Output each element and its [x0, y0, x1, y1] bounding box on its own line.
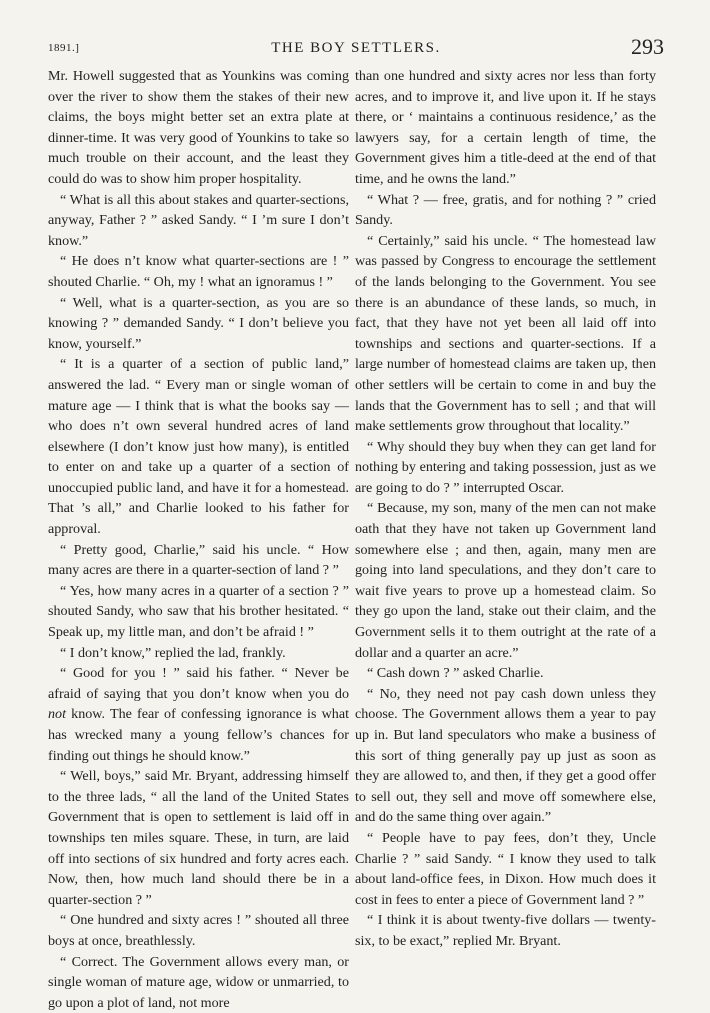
paragraph: “ People have to pay fees, don’t they, Uncle Charlie ? ” said Sandy. “ I know they used to talk about land-office fees, in Dixon. How much does it cost in fees to enter a piece of Government land ? ”	[355, 829, 656, 908]
paragraph: “ He does n’t know what quarter-sections are ! ” shouted Charlie. “ Oh, my ! what an ignoramus ! ”	[48, 253, 349, 290]
page-number: 293	[631, 34, 664, 59]
running-title: THE BOY SETTLERS.	[271, 40, 441, 56]
paragraph: “ Good for you ! ” said his father. “ Never be afraid of saying that you don’t know when you do not know. The fear of confessing ignorance is what has wrecked many a young fellow’s chances for finding out things he should know.”	[48, 665, 349, 764]
paragraph: Mr. Howell suggested that as Younkins was coming over the river to show them the stakes of their new claims, the boys might better set an extra plate at dinner-time. It was very good of Younkins to take so much trouble on their account, and the least they could do was to show him proper hospitality.	[48, 68, 349, 187]
issue-date: 1891.]	[48, 42, 80, 54]
paragraph: “ What ? — free, gratis, and for nothing ? ” cried Sandy.	[355, 191, 656, 229]
paragraph: “ No, they need not pay cash down unless they choose. The Government allows them a year to pay up in. But land speculators who make a business of this sort of thing generally pay up just as soon as they are allowed to, and then, if they get a good offer to sell out, they sell and move off somewhere else, and do the same thing over again.”	[355, 685, 656, 826]
paragraph: “ Well, boys,” said Mr. Bryant, addressing himself to the three lads, “ all the land of the United States Government that is open to settlement is laid off in townships ten miles square. These, in turn, are laid off into sections of six hundred and forty acres each. Now, then, how much land should there be in a quarter-section ? ”	[48, 768, 349, 908]
paragraph: “ Cash down ? ” asked Charlie.	[367, 665, 544, 682]
paragraph: “ Certainly,” said his uncle. “ The homestead law was passed by Congress to encourage the settlement of the lands belonging to the Government. You see there is an abundance of these lands, so much, in fact, that they have not yet been all laid off into townships and sections and quarter-sections. If a large number of homestead claims are taken up, then other settlers will be certain to come in and buy the lands that the Government has to sell ; and that will make settlements grow throughout that locality.”	[355, 232, 656, 435]
paragraph: “ One hundred and sixty acres ! ” shouted all three boys at once, breathlessly.	[48, 912, 349, 949]
paragraph: “ Why should they buy when they can get land for nothing by entering and taking possession, just as we are going to do ? ” interrupted Oscar.	[355, 438, 656, 496]
paragraph: “ Yes, how many acres in a quarter of a section ? ” shouted Sandy, who saw that his brother hesitated. “ Speak up, my little man, and don’t be afraid ! ”	[48, 582, 349, 641]
paragraph: “ It is a quarter of a section of public land,” answered the lad. “ Every man or single woman of mature age — I think that is what the books say — who does n’t own several hundred acres of land elsewhere (I don’t know just how many), is entitled to enter on and take up a quarter of a section of unoccupied public land, and have it for a homestead. That ’s all,” and Charlie looked to his father for approval.	[48, 356, 349, 538]
left-text-column	[48, 66, 349, 1013]
paragraph: than one hundred and sixty acres nor less than forty acres, and to improve it, and live upon it. If he stays there, or ‘ maintains a continuous residence,’ as the lawyers say, for a certain length of time, the Government gives him a title-deed at the end of that time, and he owns the land.”	[355, 68, 656, 187]
paragraph: “ I don’t know,” replied the lad, frankly.	[60, 644, 286, 661]
paragraph: “ Well, what is a quarter-section, as you are so knowing ? ” demanded Sandy. “ I don’t believe you know, yourself.”	[48, 294, 349, 352]
paragraph: “ Correct. The Government allows every man, or single woman of mature age, widow or unmarried, to go upon a plot of land, not more	[48, 953, 349, 1011]
running-head	[48, 34, 664, 60]
paragraph: “ Because, my son, many of the men can not make oath that they have not taken up Government land somewhere else ; and then, again, many men are going into land speculations, and they don’t care to wait five years to prove up a homestead claim. So they go upon the land, stake out their claim, and the Government sells it to them outright at the rate of a dollar and a quarter an acre.”	[355, 500, 656, 661]
paragraph: “ I think it is about twenty-five dollars — twenty-six, to be exact,” replied Mr. Bryant.	[355, 912, 656, 949]
right-text-column	[355, 66, 656, 952]
paragraph: “ What is all this about stakes and quarter-sections, anyway, Father ? ” asked Sandy. “ I ’m sure I don’t know.”	[48, 191, 349, 249]
paragraph: “ Pretty good, Charlie,” said his uncle. “ How many acres are there in a quarter-section of land ? ”	[48, 541, 349, 579]
